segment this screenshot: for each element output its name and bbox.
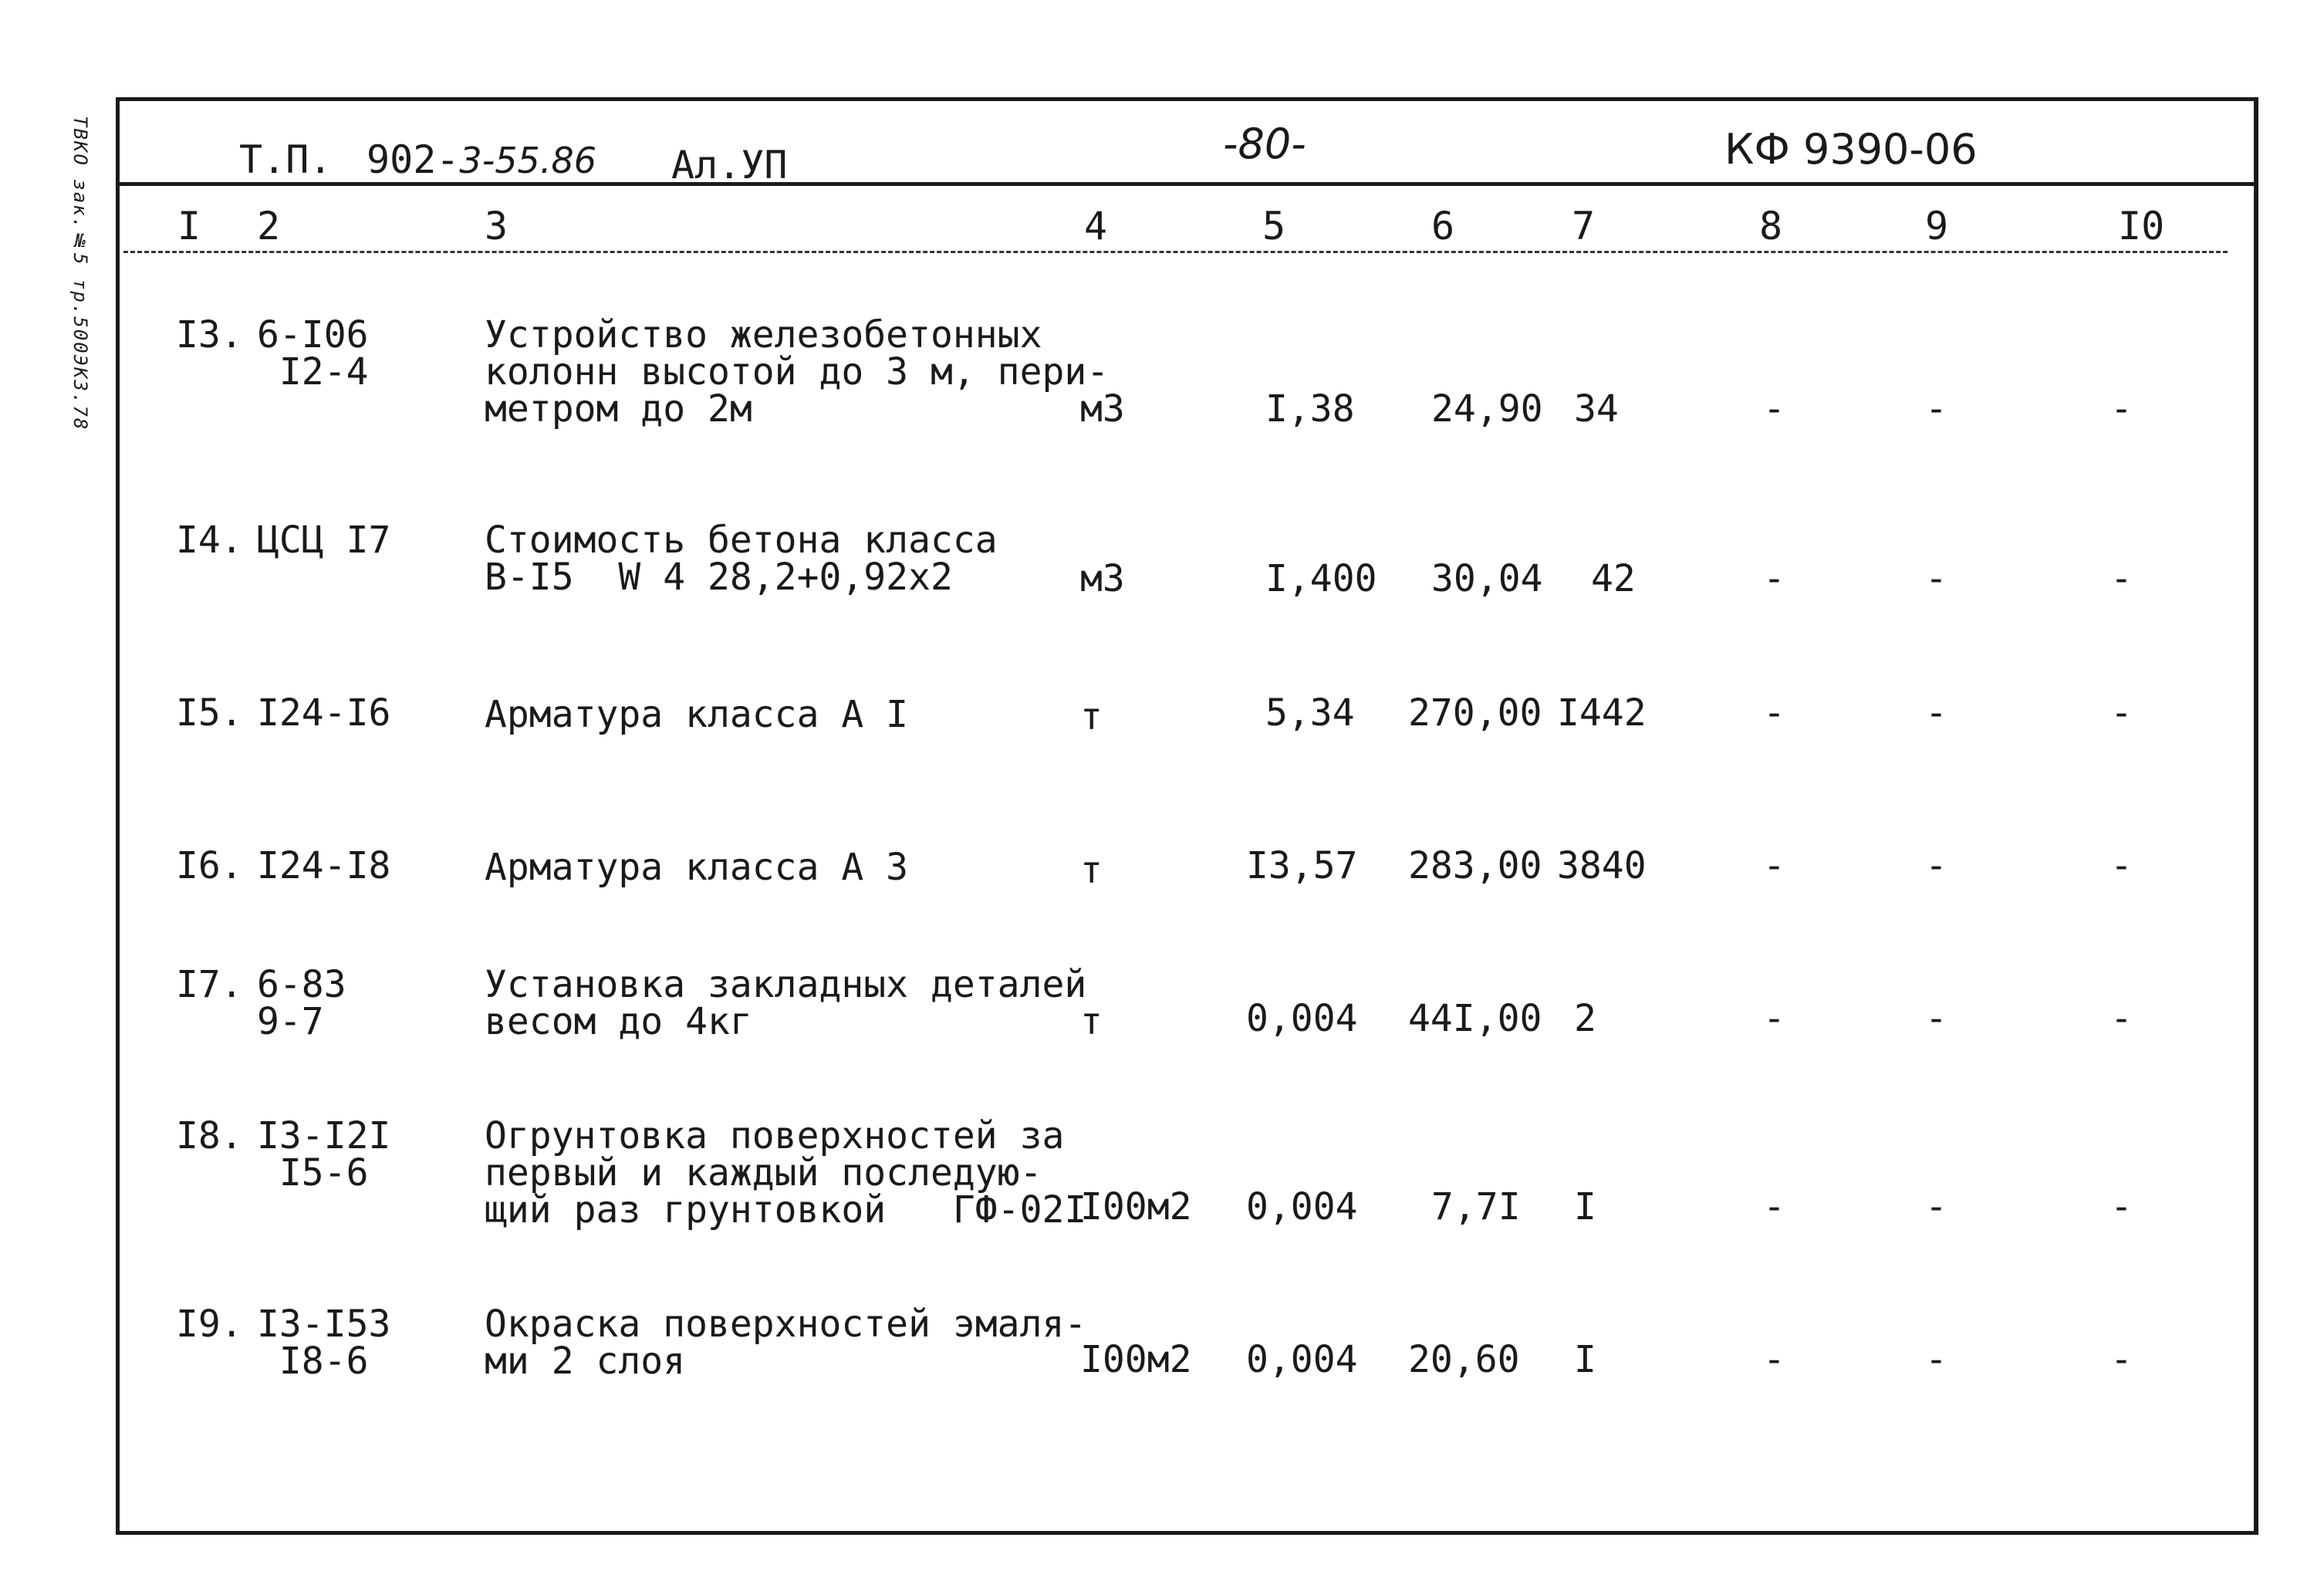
row-number: I9. <box>176 1303 243 1346</box>
row-col8: - <box>1763 997 1785 1040</box>
column-header: 7 <box>1572 204 1596 248</box>
row-price: 24,90 <box>1431 387 1543 431</box>
row-code: 6-I06 I2-4 <box>257 313 369 394</box>
row-description: Арматура класса А I <box>485 693 909 736</box>
row-unit: м3 <box>1080 557 1125 600</box>
row-number: I3. <box>176 313 243 357</box>
tp-number-hand: 3-55.86 <box>459 140 596 181</box>
column-header: 3 <box>485 204 508 248</box>
tp-number-print: 902- <box>367 137 460 182</box>
row-col10: - <box>2110 1185 2133 1228</box>
row-unit: I00м2 <box>1080 1185 1192 1228</box>
row-number: I4. <box>176 519 243 562</box>
row-unit: т <box>1080 849 1103 892</box>
row-col10: - <box>2110 1338 2133 1381</box>
row-price: 270,00 <box>1408 691 1542 735</box>
row-quantity: 0,004 <box>1246 1185 1358 1228</box>
row-quantity: 0,004 <box>1246 1338 1358 1381</box>
row-description: Устройство железобетонных колонн высотой до 3 м, пери- метром до 2м <box>485 313 1110 431</box>
row-col10: - <box>2110 557 2133 600</box>
row-col10: - <box>2110 387 2133 431</box>
row-total: 42 <box>1591 557 1636 600</box>
row-number: I7. <box>176 963 243 1006</box>
column-header: I0 <box>2118 204 2165 248</box>
row-unit: I00м2 <box>1080 1338 1192 1381</box>
row-quantity: I,400 <box>1265 557 1377 600</box>
row-code: ЦСЦ I7 <box>257 519 391 562</box>
row-col8: - <box>1763 1185 1785 1228</box>
document-code: КФ 9390-06 <box>1724 125 1978 174</box>
row-col8: - <box>1763 844 1785 887</box>
row-code: I3-I53 I8-6 <box>257 1303 391 1383</box>
album-label: Ал.УП <box>671 143 788 188</box>
row-description: Арматура класса А 3 <box>485 846 909 889</box>
row-code: I24-I6 <box>257 691 391 735</box>
column-header: 4 <box>1084 204 1108 248</box>
column-header: 2 <box>257 204 281 248</box>
row-code: I24-I8 <box>257 844 391 887</box>
row-price: 44I,00 <box>1408 997 1542 1040</box>
row-col8: - <box>1763 1338 1785 1381</box>
row-price: 20,60 <box>1408 1338 1520 1381</box>
page-number: -80- <box>1223 120 1306 168</box>
row-unit: м3 <box>1080 387 1125 431</box>
row-price: 7,7I <box>1431 1185 1521 1228</box>
row-col9: - <box>1925 691 1947 735</box>
row-col9: - <box>1925 557 1947 600</box>
row-quantity: I3,57 <box>1246 844 1358 887</box>
row-col9: - <box>1925 1185 1947 1228</box>
column-header: 6 <box>1431 204 1455 248</box>
row-description: Окраска поверхностей эмаля- ми 2 слоя <box>485 1303 1087 1383</box>
row-col9: - <box>1925 997 1947 1040</box>
column-header: 9 <box>1925 204 1949 248</box>
row-number: I8. <box>176 1114 243 1157</box>
row-quantity: 5,34 <box>1265 691 1355 735</box>
row-quantity: 0,004 <box>1246 997 1358 1040</box>
row-code: 6-83 9-7 <box>257 963 346 1043</box>
row-price: 30,04 <box>1431 557 1543 600</box>
row-number: I6. <box>176 844 243 887</box>
row-quantity: I,38 <box>1265 387 1355 431</box>
row-code: I3-I2I I5-6 <box>257 1114 391 1195</box>
row-total: I442 <box>1557 691 1647 735</box>
column-header: I <box>177 204 201 248</box>
row-col8: - <box>1763 557 1785 600</box>
side-stamp: ТВКО зак.№5 тр.500ЭКЗ.78 <box>69 116 91 431</box>
row-description: Стоимость бетона класса В-I5 W 4 28,2+0,92х2 <box>485 519 998 599</box>
table-frame <box>116 97 2258 1535</box>
row-price: 283,00 <box>1408 844 1542 887</box>
row-col10: - <box>2110 997 2133 1040</box>
row-col9: - <box>1925 387 1947 431</box>
row-total: I <box>1574 1338 1596 1381</box>
row-total: 2 <box>1574 997 1596 1040</box>
row-total: I <box>1574 1185 1596 1228</box>
column-header-divider <box>123 251 2228 253</box>
tp-label: Т.П. <box>239 137 333 182</box>
row-description: Огрунтовка поверхностей за первый и каждый последую- щий раз грунтовкой ГФ-02I <box>485 1114 1087 1232</box>
row-col8: - <box>1763 691 1785 735</box>
row-unit: т <box>1080 1000 1103 1043</box>
column-header: 5 <box>1262 204 1286 248</box>
tp-number <box>367 137 596 182</box>
row-col10: - <box>2110 844 2133 887</box>
row-col9: - <box>1925 844 1947 887</box>
row-description: Установка закладных деталей весом до 4кг <box>485 963 1087 1043</box>
row-number: I5. <box>176 691 243 735</box>
column-header: 8 <box>1759 204 1783 248</box>
header-divider <box>120 182 2255 186</box>
row-total: 3840 <box>1557 844 1647 887</box>
row-total: 34 <box>1574 387 1619 431</box>
row-col10: - <box>2110 691 2133 735</box>
row-unit: т <box>1080 695 1103 738</box>
row-col8: - <box>1763 387 1785 431</box>
row-col9: - <box>1925 1338 1947 1381</box>
